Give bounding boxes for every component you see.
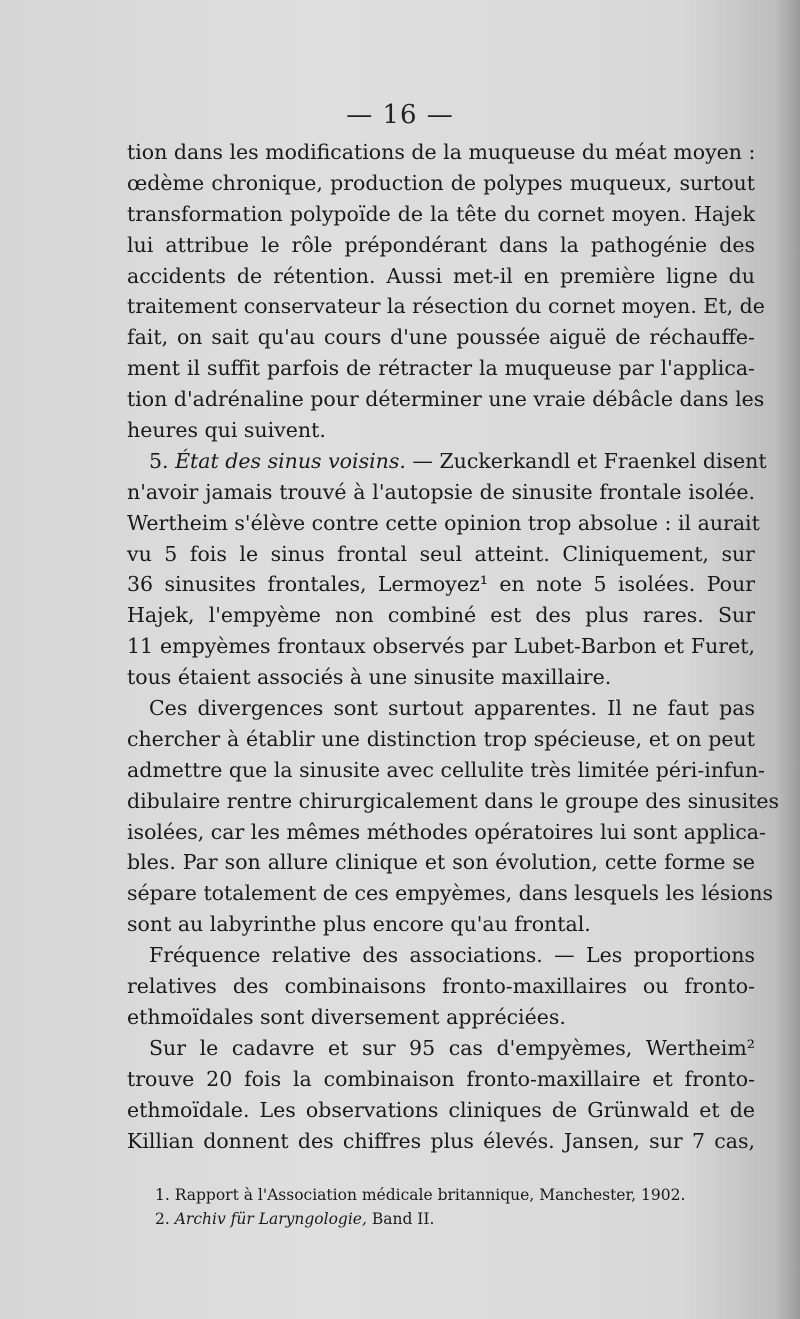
text-line: admettre que la sinusite avec cellulite très limitée péri-infun-	[127, 757, 765, 782]
page-number: — 16 —	[346, 100, 454, 130]
text-line: accidents de rétention. Aussi met-il en première ligne du	[127, 263, 755, 288]
text-line: n'avoir jamais trouvé à l'autopsie de sinusite frontale isolée.	[127, 479, 755, 504]
text-line: dibulaire rentre chirurgicalement dans le groupe des sinusites	[127, 788, 780, 813]
text-line: ethmoïdales sont diversement appréciées.	[127, 1004, 566, 1029]
section-heading-line	[127, 446, 767, 477]
text-line: heures qui suivent.	[127, 418, 326, 443]
text-line: 11 empyèmes frontaux observés par Lubet-Barbon et Furet,	[127, 634, 755, 659]
section-title: État des sinus voisins.	[175, 448, 406, 473]
text-line: tous étaient associés à une sinusite maxillaire.	[127, 665, 612, 690]
section-heading-rest: — Zuckerkandl et Fraenkel disent	[412, 448, 767, 473]
text-line: isolées, car les mêmes méthodes opératoires lui sont applica-	[127, 819, 766, 844]
text-line: Sur le cadavre et sur 95 cas d'empyèmes, Wertheim²	[149, 1035, 755, 1060]
text-line: sont au labyrinthe plus encore qu'au frontal.	[127, 912, 591, 937]
text-line: Ces divergences sont surtout apparentes. Il ne faut pas	[149, 696, 755, 721]
text-line: fait, on sait qu'au cours d'une poussée aiguë de réchauffe-	[127, 325, 755, 350]
footnote-2-rest: Band II.	[371, 1210, 435, 1228]
footnote-2-number: 2.	[155, 1210, 170, 1228]
text-line: tion d'adrénaline pour déterminer une vraie débâcle dans les	[127, 387, 765, 412]
text-line: Killian donnent des chiffres plus élevés. Jansen, sur 7 cas,	[127, 1128, 755, 1153]
footnote-2	[155, 1207, 755, 1231]
footnote-1: 1. Rapport à l'Association médicale britannique, Manchester, 1902.	[155, 1186, 686, 1204]
text-line: traitement conservateur la résection du cornet moyen. Et, de	[127, 294, 765, 319]
text-line: lui attribue le rôle prépondérant dans la pathogénie des	[127, 232, 755, 257]
footnote-2-title: Archiv für Laryngologie,	[174, 1210, 367, 1228]
section-number: 5.	[149, 448, 169, 473]
text-line: vu 5 fois le sinus frontal seul atteint. Cliniquement, sur	[127, 541, 755, 566]
text-line: œdème chronique, production de polypes muqueux, surtout	[127, 170, 755, 195]
text-line: relatives des combinaisons fronto-maxillaires ou fronto-	[127, 974, 755, 999]
body-text	[127, 137, 780, 1156]
text-line: 36 sinusites frontales, Lermoyez¹ en note 5 isolées. Pour	[127, 572, 755, 597]
text-line: transformation polypoïde de la tête du cornet moyen. Hajek	[127, 201, 755, 226]
text-line: chercher à établir une distinction trop spécieuse, et on peut	[127, 726, 755, 751]
text-line: ethmoïdale. Les observations cliniques de Grünwald et de	[127, 1097, 755, 1122]
footnotes	[155, 1183, 755, 1231]
text-line: Wertheim s'élève contre cette opinion trop absolue : il aurait	[127, 510, 760, 535]
text-line: sépare totalement de ces empyèmes, dans lesquels les lésions	[127, 881, 774, 906]
text-line: Fréquence relative des associations. — Les proportions	[149, 943, 755, 968]
text-line: trouve 20 fois la combinaison fronto-maxillaire et fronto-	[127, 1066, 755, 1091]
text-line: tion dans les modifications de la muqueuse du méat moyen :	[127, 140, 756, 164]
text-line: Hajek, l'empyème non combiné est des plus rares. Sur	[127, 603, 755, 628]
text-line: bles. Par son allure clinique et son évolution, cette forme se	[127, 850, 755, 875]
text-line: ment il suffit parfois de rétracter la muqueuse par l'applica-	[127, 356, 755, 381]
